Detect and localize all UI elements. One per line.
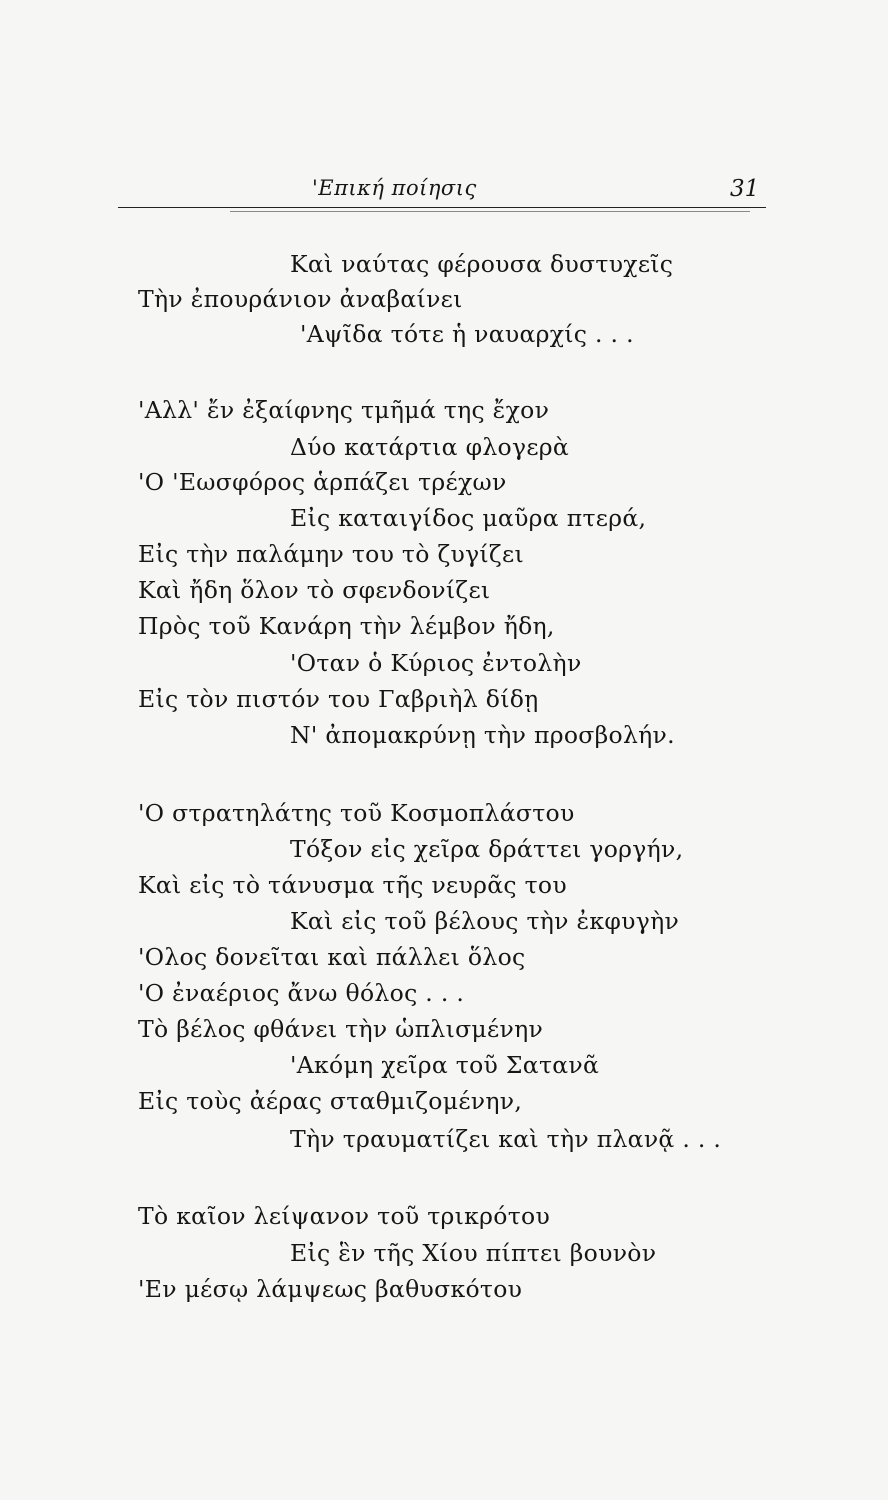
verse-line: Καὶ ἤδη ὅλον τὸ σφενδονίζει <box>138 576 491 604</box>
verse-line: 'Ολος δονεῖται καὶ πάλλει ὅλος <box>138 943 526 971</box>
verse-line: Εἰς τὴν παλάμην του τὸ ζυγίζει <box>138 540 524 568</box>
header-rule <box>118 207 766 208</box>
running-head <box>0 176 888 206</box>
verse-line: Εἰς τὸν πιστόν του Γαβριὴλ δίδῃ <box>138 685 539 713</box>
verse-line: Τὸ καῖον λείψανον τοῦ τρικρότου <box>138 1202 551 1230</box>
verse-line: Εἰς τοὺς ἀέρας σταθμιζομένην, <box>138 1087 523 1115</box>
verse-line: 'Οταν ὁ Κύριος ἐντολὴν <box>290 649 582 677</box>
page-number: 31 <box>730 176 760 202</box>
verse-line: Τὴν τραυματίζει καὶ τὴν πλανᾷ . . . <box>290 1125 722 1153</box>
verse-line: 'Αλλ' ἔν ἐξαίφνης τμῆμά της ἔχον <box>138 396 550 424</box>
verse-line: 'Αψῖδα τότε ἡ ναυαρχίς . . . <box>300 320 634 348</box>
verse-line: Εἰς ἓν τῆς Χίου πίπτει βουνὸν <box>290 1239 657 1267</box>
verse-line: 'Ο στρατηλάτης τοῦ Κοσμοπλάστου <box>138 799 575 827</box>
verse-line: 'Ακόμη χεῖρα τοῦ Σατανᾶ <box>290 1051 600 1079</box>
verse-line: Τόξον εἰς χεῖρα δράττει γοργήν, <box>290 835 684 863</box>
verse-line: Εἰς καταιγίδος μαῦρα πτερά, <box>290 504 647 532</box>
verse-line: Δύο κατάρτια φλογερὰ <box>290 433 570 461</box>
running-title: 'Επική ποίησις <box>312 176 477 200</box>
verse-line: Τὴν ἐπουράνιον ἀναβαίνει <box>138 285 463 313</box>
verse-line: Ν' ἀπομακρύνῃ τὴν προσβολήν. <box>290 721 675 749</box>
verse-line: Πρὸς τοῦ Κανάρη τὴν λέμβον ἤδη, <box>138 612 555 640</box>
header-rule-shadow <box>230 211 750 212</box>
verse-line: 'Εν μέσῳ λάμψεως βαθυσκότου <box>138 1275 523 1303</box>
verse-line: 'Ο ἐναέριος ἄνω θόλος . . . <box>138 979 465 1007</box>
verse-line: 'Ο 'Εωσφόρος ἁρπάζει τρέχων <box>138 468 507 496</box>
verse-line: Καὶ εἰς τὸ τάνυσμα τῆς νευρᾶς του <box>138 871 567 899</box>
verse-line: Τὸ βέλος φθάνει τὴν ὡπλισμένην <box>138 1015 544 1043</box>
verse-line: Καὶ ναύτας φέρουσα δυστυχεῖς <box>290 250 674 278</box>
verse-line: Καὶ εἰς τοῦ βέλους τὴν ἐκφυγὴν <box>290 907 680 935</box>
